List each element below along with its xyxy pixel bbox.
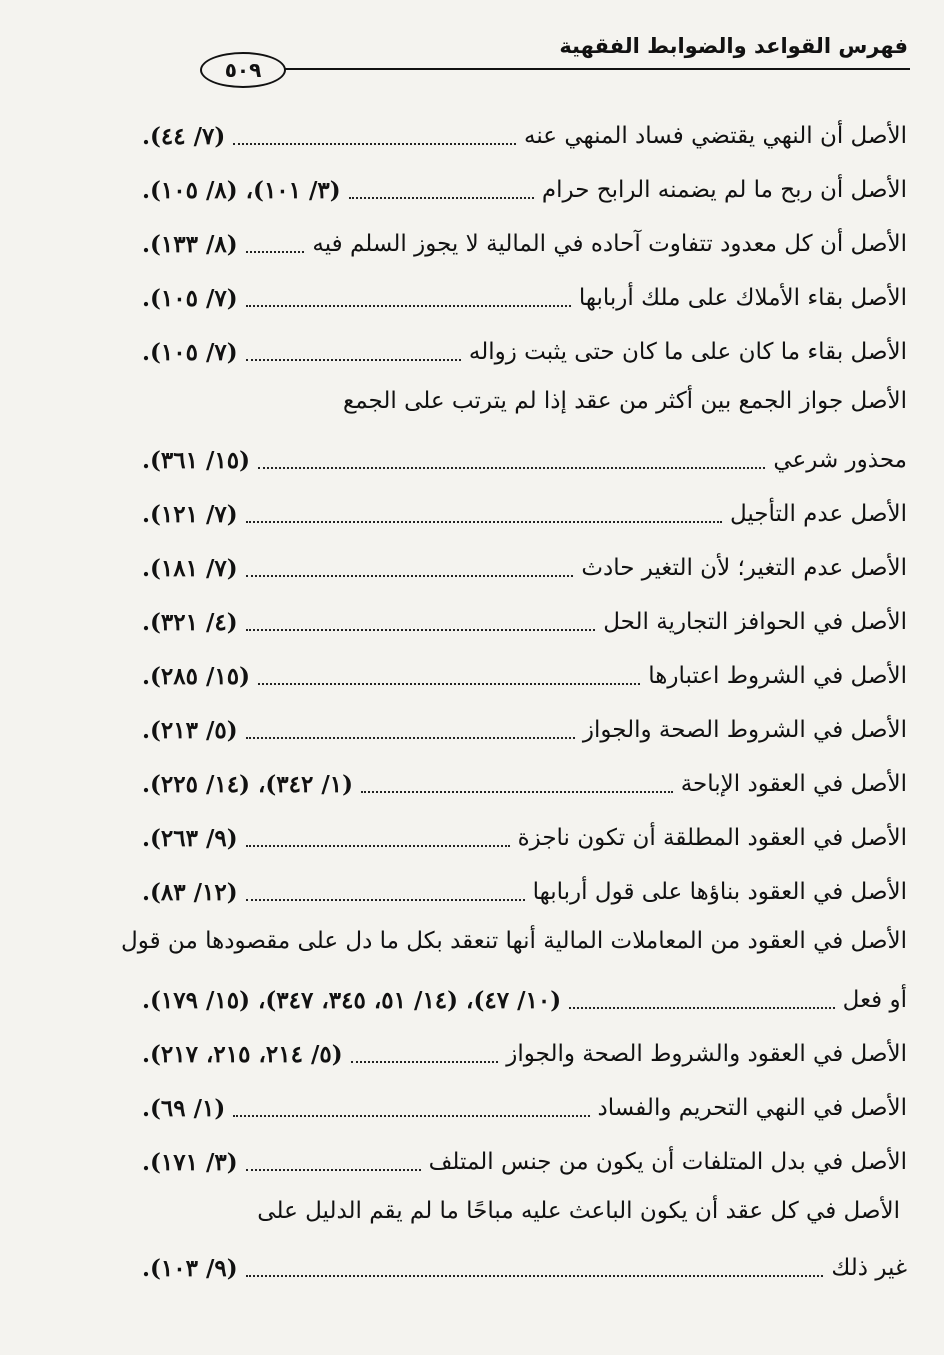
index-entry bbox=[142, 652, 907, 700]
index-entry bbox=[142, 490, 907, 538]
entry-text: الأصل أن كل معدود تتفاوت آحاده في المالية لا يجوز السلم فيه bbox=[312, 231, 907, 257]
entry-reference: (٣/ ١٧١). bbox=[142, 1148, 238, 1176]
index-entry bbox=[142, 1030, 907, 1078]
entry-text: الأصل عدم التأجيل bbox=[729, 501, 907, 527]
index-entry bbox=[142, 328, 907, 376]
leader-dots bbox=[258, 467, 765, 469]
leader-dots bbox=[246, 359, 461, 361]
leader-dots bbox=[246, 521, 722, 523]
index-entry-line: الأصل جواز الجمع بين أكثر من عقد إذا لم يترتب على الجمع bbox=[343, 388, 907, 414]
leader-dots bbox=[258, 683, 640, 685]
index-entry bbox=[142, 220, 907, 268]
leader-dots bbox=[233, 1115, 589, 1117]
leader-dots bbox=[246, 1169, 421, 1171]
entry-reference: (٣/ ١٠١)، (٨/ ١٠٥). bbox=[142, 176, 341, 204]
entry-text: الأصل في العقود بناؤها على قول أربابها bbox=[532, 879, 907, 905]
entry-reference: (٩/ ١٠٣). bbox=[142, 1254, 238, 1282]
entry-text: أو فعل bbox=[842, 987, 907, 1013]
entry-reference: (٧/ ١٨١). bbox=[142, 554, 238, 582]
running-title: فهرس القواعد والضوابط الفقهية bbox=[559, 34, 908, 58]
page-number: ٥٠٩ bbox=[200, 52, 286, 88]
entry-reference: (١٥/ ٢٨٥). bbox=[142, 662, 250, 690]
entry-text: محذور شرعي bbox=[773, 447, 907, 473]
entry-text: الأصل أن ربح ما لم يضمنه الرابح حرام bbox=[541, 177, 907, 203]
leader-dots bbox=[569, 1007, 835, 1009]
index-entry bbox=[142, 112, 907, 160]
entry-text: الأصل بقاء ما كان على ما كان حتى يثبت زواله bbox=[468, 339, 907, 365]
leader-dots bbox=[246, 737, 575, 739]
entry-reference: (١٥/ ٣٦١). bbox=[142, 446, 250, 474]
entry-text: الأصل في النهي التحريم والفساد bbox=[597, 1095, 907, 1121]
leader-dots bbox=[246, 305, 571, 307]
leader-dots bbox=[246, 575, 574, 577]
entry-text: الأصل عدم التغير؛ لأن التغير حادث bbox=[581, 555, 907, 581]
entry-text: الأصل في الشروط اعتبارها bbox=[648, 663, 907, 689]
index-entry bbox=[142, 1244, 907, 1292]
index-entry bbox=[142, 544, 907, 592]
entry-reference: (٧/ ١٠٥). bbox=[142, 284, 238, 312]
entry-reference: (٧/ ١٠٥). bbox=[142, 338, 238, 366]
leader-dots bbox=[246, 629, 596, 631]
index-entry bbox=[142, 274, 907, 322]
entry-reference: (١٢/ ٨٣). bbox=[142, 878, 238, 906]
entry-text: الأصل في الشروط الصحة والجواز bbox=[582, 717, 907, 743]
entry-text: غير ذلك bbox=[831, 1255, 907, 1281]
leader-dots bbox=[361, 791, 673, 793]
leader-dots bbox=[246, 845, 510, 847]
leader-dots bbox=[246, 899, 525, 901]
entry-text: الأصل بقاء الأملاك على ملك أربابها bbox=[578, 285, 907, 311]
entry-reference: (٥/ ٢١٤، ٢١٥، ٢١٧). bbox=[142, 1040, 343, 1068]
entry-reference: (٤/ ٣٢١). bbox=[142, 608, 238, 636]
index-entry bbox=[142, 814, 907, 862]
entry-text: الأصل أن النهي يقتضي فساد المنهي عنه bbox=[524, 123, 907, 149]
index-entry bbox=[142, 868, 907, 916]
entry-reference: (٨/ ١٣٣). bbox=[142, 230, 238, 258]
index-entry bbox=[142, 166, 907, 214]
entry-reference: (٥/ ٢١٣). bbox=[142, 716, 238, 744]
entry-text: الأصل في العقود الإباحة bbox=[680, 771, 907, 797]
entry-reference: (٩/ ٢٦٣). bbox=[142, 824, 238, 852]
leader-dots bbox=[246, 1275, 824, 1277]
index-entry bbox=[142, 1138, 907, 1186]
leader-dots bbox=[233, 143, 516, 145]
entry-text: الأصل في العقود والشروط الصحة والجواز bbox=[506, 1041, 907, 1067]
entry-reference: (١/ ٣٤٢)، (١٤/ ٢٢٥). bbox=[142, 770, 354, 798]
index-entry bbox=[142, 598, 907, 646]
index-entry bbox=[142, 1084, 907, 1132]
entry-reference: (٧/ ١٢١). bbox=[142, 500, 238, 528]
leader-dots bbox=[349, 197, 534, 199]
index-entry-line: الأصل في العقود من المعاملات المالية أنها تنعقد بكل ما دل على مقصودها من قول bbox=[121, 928, 907, 954]
entry-reference: (١/ ٦٩). bbox=[142, 1094, 226, 1122]
leader-dots bbox=[246, 251, 305, 253]
entry-text: الأصل في العقود المطلقة أن تكون ناجزة bbox=[517, 825, 907, 851]
index-entry bbox=[142, 976, 907, 1024]
entry-reference: (٧/ ٤٤). bbox=[142, 122, 226, 150]
index-entry bbox=[142, 436, 907, 484]
index-entry bbox=[142, 760, 907, 808]
index-entry bbox=[142, 706, 907, 754]
entry-text: الأصل في الحوافز التجارية الحل bbox=[603, 609, 907, 635]
leader-dots bbox=[351, 1061, 499, 1063]
entry-reference: (١٠/ ٤٧)، (١٤/ ٥١، ٣٤٥، ٣٤٧)، (١٥/ ١٧٩). bbox=[142, 986, 562, 1014]
index-entry-line: الأصل في كل عقد أن يكون الباعث عليه مباحًا ما لم يقم الدليل على bbox=[257, 1198, 900, 1224]
entry-text: الأصل في بدل المتلفات أن يكون من جنس المتلف bbox=[428, 1149, 907, 1175]
